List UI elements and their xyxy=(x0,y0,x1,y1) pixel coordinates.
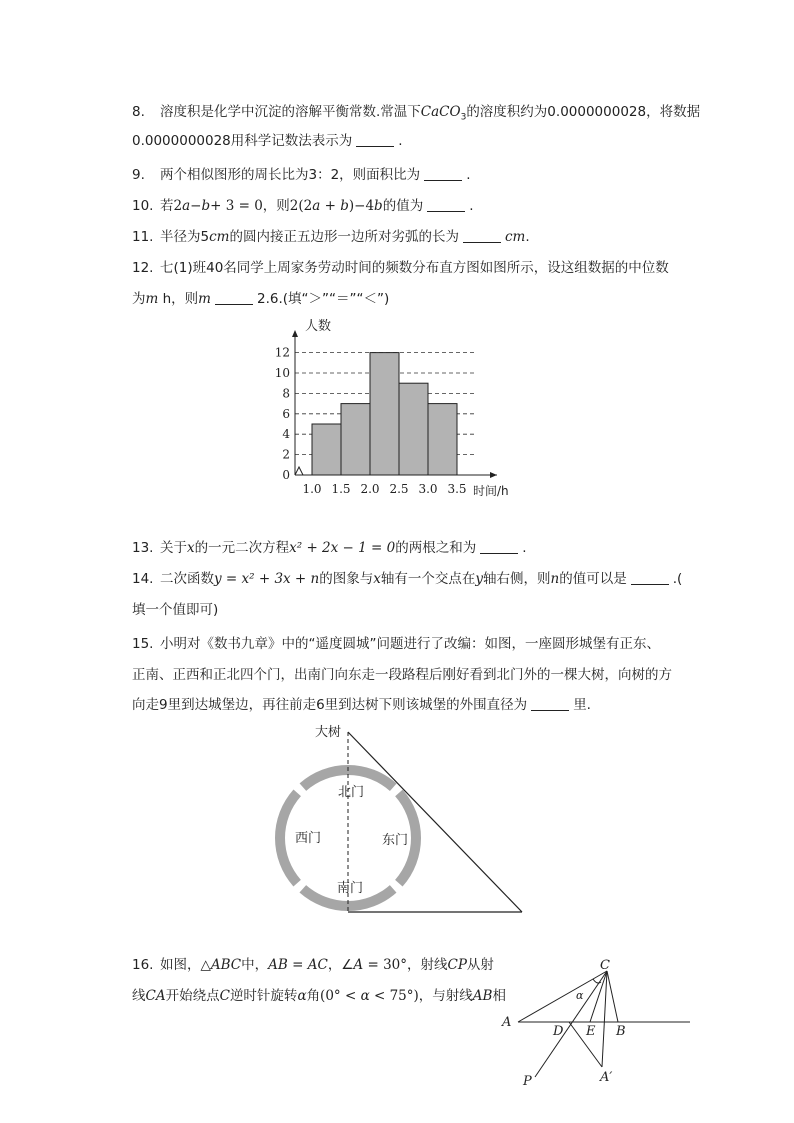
q16-text-f: 线 xyxy=(132,988,146,1004)
q10-text-b: − xyxy=(190,198,202,214)
south-gate-label: 南门 xyxy=(337,881,364,896)
q14-text-a: 二次函数 xyxy=(160,571,214,587)
point-d-label: D xyxy=(553,1024,564,1039)
q16-var-abc: ABC xyxy=(210,957,242,973)
y-tick-12: 12 xyxy=(274,345,290,360)
segment-ac xyxy=(518,971,607,1022)
q10-text-f: 的值为 xyxy=(382,198,424,214)
q14-number: 14. xyxy=(132,571,154,587)
q12-line2-c: 2.6.(填“＞”“＝”“＜”) xyxy=(256,291,390,307)
q9-answer-blank[interactable] xyxy=(424,166,462,181)
sight-line xyxy=(348,732,522,912)
q16-var-ca: CA xyxy=(145,988,166,1004)
q10-text-a: 若2 xyxy=(160,198,183,214)
point-p-label: P xyxy=(523,1074,532,1089)
y-tick-0: 0 xyxy=(282,468,290,482)
histogram-bar-5 xyxy=(428,404,457,475)
north-gate-label: 北门 xyxy=(338,785,365,800)
question-15-line2 xyxy=(132,662,692,688)
q16-text-c: ，∠ xyxy=(327,957,354,973)
east-gate-label: 东门 xyxy=(382,833,409,848)
question-14-line2 xyxy=(132,597,692,623)
q16-number: 16. xyxy=(132,957,154,973)
q12-var-m: m xyxy=(145,291,159,307)
q8-number: 8. xyxy=(132,104,145,120)
q13-end: . xyxy=(522,540,527,556)
q16-text-d: = 30°，射线 xyxy=(363,957,448,973)
x-tick-2.5: 2.5 xyxy=(389,482,409,496)
q16-text-a: 如图，△ xyxy=(160,957,211,973)
x-tick-1.5: 1.5 xyxy=(331,482,351,496)
q16-text-h: 逆时针旋转 xyxy=(229,988,298,1004)
q16-var-ac: AC xyxy=(307,957,328,973)
q11-text-b: 的圆内接正五边形一边所对劣弧的长为 xyxy=(229,229,459,245)
x-tick-3.0: 3.0 xyxy=(418,482,438,496)
q8-end: . xyxy=(398,133,403,149)
q16-var-ab2: AB xyxy=(472,988,493,1004)
q12-line1: 七(1)班40名同学上周家务劳动时间的频数分布直方图如图所示，设这组数据的中位数 xyxy=(160,260,669,276)
q10-text-c: + 3 = 0，则2(2 xyxy=(210,198,313,214)
q15-number: 15. xyxy=(132,636,154,652)
question-8-line2 xyxy=(132,128,692,154)
point-a-label: A xyxy=(502,1015,512,1030)
q14-text-e: 的值可以是 xyxy=(559,571,627,587)
q9-number: 9. xyxy=(132,167,145,183)
tree-label: 大树 xyxy=(315,725,342,740)
q10-var-a2: a xyxy=(312,198,321,214)
q11-text-a: 半径为5 xyxy=(160,229,210,245)
q15-line3-b: 里. xyxy=(573,697,591,713)
point-e-label: E xyxy=(586,1024,596,1039)
question-13 xyxy=(132,535,692,561)
q8-text-b: 的溶度积约为0.0000000028，将数据 xyxy=(466,104,701,120)
q14-end: .( xyxy=(672,571,683,587)
histogram-bar-1 xyxy=(312,424,341,475)
question-14 xyxy=(132,566,692,592)
question-12 xyxy=(132,255,692,281)
x-axis-arrow xyxy=(490,472,497,478)
histogram-y-ticks xyxy=(275,346,291,482)
q16-var-a: A xyxy=(353,957,364,973)
q10-end: . xyxy=(469,198,474,214)
q10-var-b3: b xyxy=(374,198,383,214)
q10-text-d: + xyxy=(320,198,341,214)
q12-answer-blank[interactable] xyxy=(215,290,253,305)
histogram-x-label: 时间/h xyxy=(473,484,509,498)
q13-number: 13. xyxy=(132,540,154,556)
q13-equation: x² + 2x − 1 = 0 xyxy=(289,540,396,556)
question-15 xyxy=(132,631,692,657)
histogram-x-ticks xyxy=(302,482,466,496)
q13-var-x: x xyxy=(187,540,195,556)
y-axis-arrow xyxy=(292,330,298,337)
q9-end: . xyxy=(466,167,471,183)
question-9 xyxy=(132,162,692,188)
histogram-y-label: 人数 xyxy=(305,319,332,334)
q16-eq: = xyxy=(287,957,308,973)
q16-text-g: 开始绕点 xyxy=(165,988,220,1004)
q14-answer-blank[interactable] xyxy=(631,570,669,585)
q8-line2: 0.0000000028用科学记数法表示为 xyxy=(132,133,353,149)
q16-text-e: 从射 xyxy=(466,957,494,973)
y-tick-4: 4 xyxy=(282,427,290,442)
segment-ca-prime xyxy=(602,971,607,1067)
q8-text-a: 溶度积是化学中沉淀的溶解平衡常数.常温下 xyxy=(160,104,421,120)
x-tick-1.0: 1.0 xyxy=(302,482,322,496)
question-16-line2 xyxy=(132,983,506,1009)
q14-line2: 填一个值即可) xyxy=(132,602,219,618)
q15-line3-a: 向走9里到达城堡边，再往前走6里到达树下则该城堡的外围直径为 xyxy=(132,697,528,713)
q16-var-cp: CP xyxy=(447,957,467,973)
q10-var-b: b xyxy=(201,198,211,214)
q15-line2: 正南、正西和正北四个门，出南门向东走一段路程后刚好看到北门外的一棵大树，向树的方 xyxy=(132,667,672,683)
point-a-prime-label: A′ xyxy=(600,1070,613,1085)
q14-var-x: x xyxy=(373,571,381,587)
q13-text-c: 的两根之和为 xyxy=(395,540,477,556)
histogram-bar-3 xyxy=(370,353,399,475)
q14-equation: y = x² + 3x + n xyxy=(214,571,320,587)
q10-var-b2: b xyxy=(340,198,349,214)
q11-unit-1: cm xyxy=(209,229,230,245)
q8-formula-sub: 3 xyxy=(460,112,467,123)
point-c-label: C xyxy=(600,958,610,973)
histogram-chart xyxy=(270,312,530,502)
q10-answer-blank[interactable] xyxy=(427,197,465,212)
q12-number: 12. xyxy=(132,260,154,276)
q10-text-e: )−4 xyxy=(348,198,375,214)
q8-answer-blank[interactable] xyxy=(356,132,394,147)
q15-answer-blank[interactable] xyxy=(531,696,569,711)
q13-text-a: 关于 xyxy=(160,540,187,556)
q16-var-alpha2: α xyxy=(360,988,370,1004)
y-tick-6: 6 xyxy=(282,406,290,421)
triangle-figure xyxy=(496,955,696,1090)
castle-figure xyxy=(265,718,535,918)
q13-text-b: 的一元二次方程 xyxy=(194,540,290,556)
histogram-bar-2 xyxy=(341,404,370,475)
q11-end: . xyxy=(525,229,530,245)
question-8 xyxy=(132,99,701,131)
question-11 xyxy=(132,224,692,250)
question-10 xyxy=(132,193,692,219)
q14-text-c: 轴有一个交点在 xyxy=(380,571,476,587)
question-15-line3 xyxy=(132,692,692,718)
angle-alpha-label: α xyxy=(576,989,584,1002)
segment-bc xyxy=(607,971,618,1022)
q13-answer-blank[interactable] xyxy=(480,539,518,554)
q12-line2-b: h，则 xyxy=(158,291,199,307)
question-16 xyxy=(132,952,502,978)
q12-var-m2: m xyxy=(198,291,211,307)
q14-var-y: y xyxy=(475,571,483,587)
q16-text-k: 相 xyxy=(492,988,506,1004)
y-tick-8: 8 xyxy=(282,386,290,401)
q15-line1: 小明对《数书九章》中的“遥度圆城”问题进行了改编：如图，一座圆形城堡有正东、 xyxy=(160,636,660,652)
q9-text: 两个相似图形的周长比为3：2，则面积比为 xyxy=(160,167,421,183)
q16-text-i: 角(0° < xyxy=(306,988,361,1004)
q16-var-c: C xyxy=(219,988,230,1004)
point-b-label: B xyxy=(616,1024,626,1039)
y-tick-10: 10 xyxy=(274,366,290,380)
question-12-line2 xyxy=(132,286,692,312)
q16-var-alpha: α xyxy=(297,988,307,1004)
q14-var-n: n xyxy=(550,571,560,587)
x-tick-2.0: 2.0 xyxy=(360,482,380,496)
histogram-bar-4 xyxy=(399,383,428,475)
q10-var-a: a xyxy=(182,198,191,214)
q16-text-b: 中， xyxy=(241,957,269,973)
q11-answer-blank[interactable] xyxy=(463,228,501,243)
q8-formula: CaCO xyxy=(420,104,461,120)
q11-number: 11. xyxy=(132,229,154,245)
west-gate-label: 西门 xyxy=(295,831,322,846)
q10-number: 10. xyxy=(132,198,154,214)
q14-text-d: 轴右侧，则 xyxy=(483,571,551,587)
x-tick-3.5: 3.5 xyxy=(447,482,467,496)
q16-text-j: < 75°)，与射线 xyxy=(369,988,473,1004)
axis-break-mark xyxy=(295,467,303,475)
y-tick-2: 2 xyxy=(282,447,290,462)
q16-var-ab: AB xyxy=(268,957,288,973)
q12-line2-a: 为 xyxy=(132,291,146,307)
q14-text-b: 的图象与 xyxy=(319,571,374,587)
q11-unit-2: cm xyxy=(504,229,526,245)
